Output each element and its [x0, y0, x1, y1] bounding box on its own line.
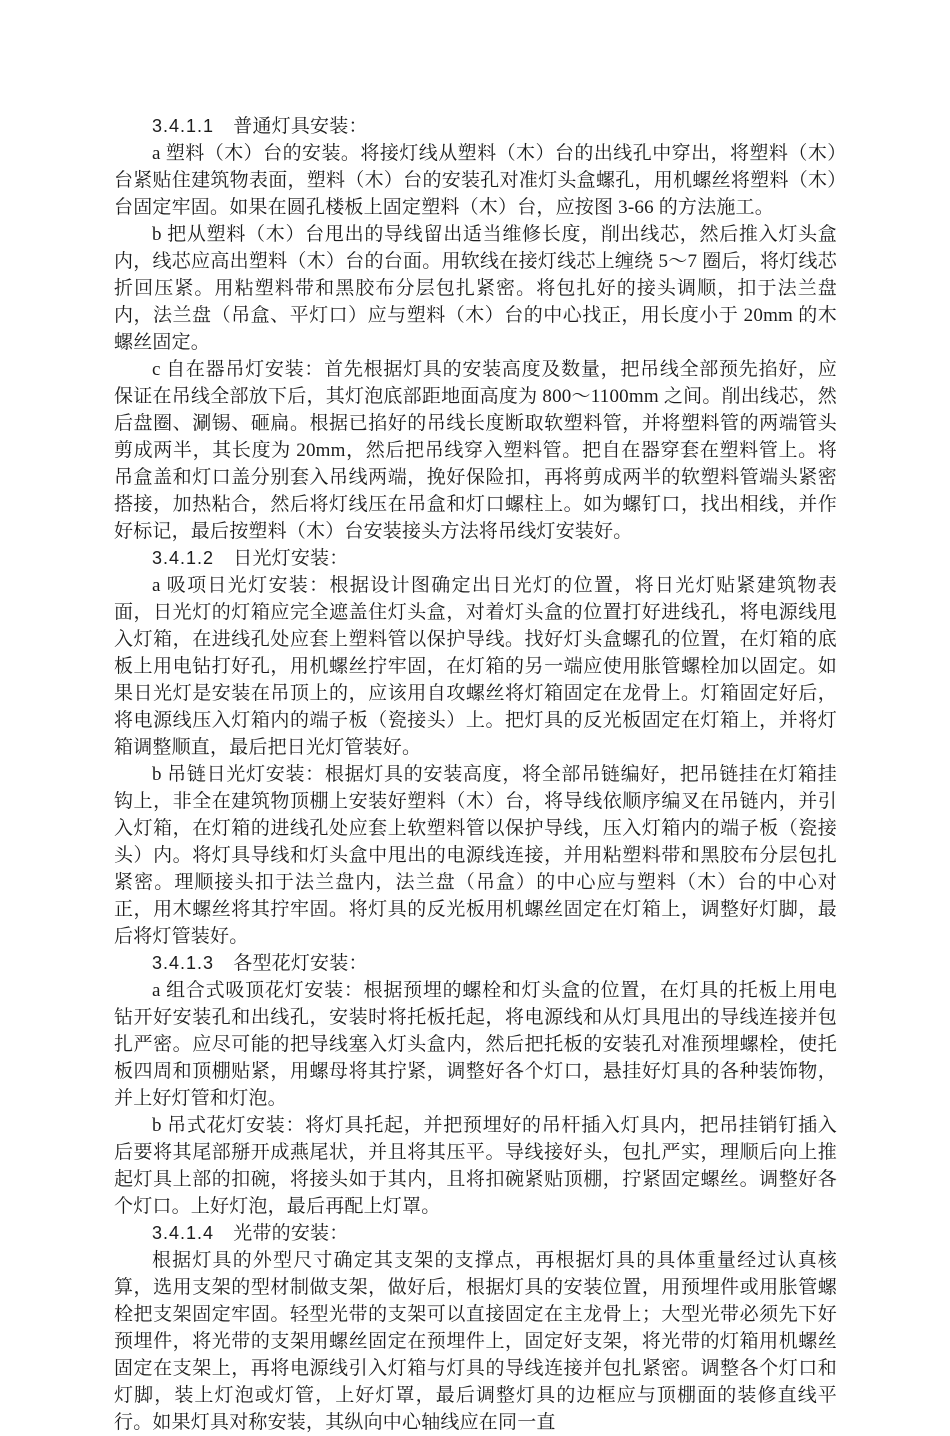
body-paragraph: 根据灯具的外型尺寸确定其支架的支撑点，再根据灯具的具体重量经过认真核算，选用支架的型材制做支架，做好后，根据灯具的安装位置，用预埋件或用胀管螺栓把支架固定牢固。轻型光带的支架可以直接固定在主龙骨上；大型光带必须先下好预埋件，将光带的支架用螺丝固定在预埋件上，固定好支架，将光带的灯箱用机螺丝固定在支架上，再将电源线引入灯箱与灯具的导线连接并包扎紧密。调整各个灯口和灯脚，装上灯泡或灯管，上好灯罩，最后调整灯具的边框应与顶棚面的装修直线平行。如果灯具对称安装，其纵向中心轴线应在同一直 [114, 1250, 837, 1433]
section-heading [114, 545, 837, 572]
body-paragraph: b 吊链日光灯安装：根据灯具的安装高度，将全部吊链编好，把吊链挂在灯箱挂钩上，非全在建筑物顶棚上安装好塑料（木）台，将导线依顺序编叉在吊链内，并引入灯箱，在灯箱的进线孔处应套上软塑料管以保护导线，压入灯箱内的端子板（瓷接头）内。将灯具导线和灯头盒中甩出的电源线连接，并用粘塑料带和黑胶布分层包扎紧密。理顺接头扣于法兰盘内，法兰盘（吊盒）的中心应与塑料（木）台的中心对正，用木螺丝将其拧牢固。将灯具的反光板用机螺丝固定在灯箱上，调整好灯脚，最后将灯管装好。 [114, 764, 837, 947]
section-number: 3.4.1.4 [152, 1223, 215, 1243]
body-paragraph: a 塑料（木）台的安装。将接灯线从塑料（木）台的出线孔中穿出，将塑料（木）台紧贴住建筑物表面，塑料（木）台的安装孔对准灯头盒螺孔，用机螺丝将塑料（木）台固定牢固。如果在圆孔楼板上固定塑料（木）台，应按图 3-66 的方法施工。 [114, 143, 837, 218]
section-title: 光带的安装： [233, 1223, 349, 1244]
section-number: 3.4.1.2 [152, 548, 215, 568]
section-title: 各型花灯安装： [233, 953, 368, 974]
section-heading [114, 950, 837, 977]
body-paragraph: a 组合式吸顶花灯安装：根据预埋的螺栓和灯头盒的位置，在灯具的托板上用电钻开好安装孔和出线孔，安装时将托板托起，将电源线和从灯具甩出的导线连接并包扎严密。应尽可能的把导线塞入灯头盒内，然后把托板的安装孔对准预埋螺栓，使托板四周和顶棚贴紧，用螺母将其拧紧，调整好各个灯口，悬挂好灯具的各种装饰物，并上好灯管和灯泡。 [114, 980, 837, 1109]
section-heading [114, 113, 837, 140]
section-title: 日光灯安装： [233, 548, 349, 569]
section-title: 普通灯具安装： [233, 116, 368, 137]
body-paragraph: b 把从塑料（木）台甩出的导线留出适当维修长度，削出线芯，然后推入灯头盒内，线芯应高出塑料（木）台的台面。用软线在接灯线芯上缠绕 5～7 圈后，将灯线芯折回压紧。用粘塑料带和黑胶布分层包扎紧密。将包扎好的接头调顺，扣于法兰盘内，法兰盘（吊盒、平灯口）应与塑料（木）台的中心找正，用长度小于 20mm 的木螺丝固定。 [114, 224, 837, 353]
section-number: 3.4.1.1 [152, 116, 215, 136]
section-number: 3.4.1.3 [152, 953, 215, 973]
document-content [114, 113, 837, 1436]
section-heading [114, 1220, 837, 1247]
body-paragraph: a 吸项日光灯安装：根据设计图确定出日光灯的位置，将日光灯贴紧建筑物表面，日光灯的灯箱应完全遮盖住灯头盒，对着灯头盒的位置打好进线孔，将电源线甩入灯箱，在进线孔处应套上塑料管以保护导线。找好灯头盒螺孔的位置，在灯箱的底板上用电钻打好孔，用机螺丝拧牢固，在灯箱的另一端应使用胀管螺栓加以固定。如果日光灯是安装在吊顶上的，应该用自攻螺丝将灯箱固定在龙骨上。灯箱固定好后，将电源线压入灯箱内的端子板（瓷接头）上。把灯具的反光板固定在灯箱上，并将灯箱调整顺直，最后把日光灯管装好。 [114, 575, 837, 758]
body-paragraph: b 吊式花灯安装：将灯具托起，并把预埋好的吊杆插入灯具内，把吊挂销钉插入后要将其尾部掰开成燕尾状，并且将其压平。导线接好头，包扎严实，理顺后向上推起灯具上部的扣碗，将接头如于其内，且将扣碗紧贴顶棚，拧紧固定螺丝。调整好各个灯口。上好灯泡，最后再配上灯罩。 [114, 1115, 837, 1217]
body-paragraph: c 自在器吊灯安装：首先根据灯具的安装高度及数量，把吊线全部预先掐好，应保证在吊线全部放下后，其灯泡底部距地面高度为 800～1100mm 之间。削出线芯，然后盘圈、涮锡、砸扁。根据已掐好的吊线长度断取软塑料管，并将塑料管的两端管头剪成两半，其长度为 20mm，然后把吊线穿入塑料管。把自在器穿套在塑料管上。将吊盒盖和灯口盖分别套入吊线两端，挽好保险扣，再将剪成两半的软塑料管端头紧密搭接，加热粘合，然后将灯线压在吊盒和灯口螺柱上。如为螺钉口，找出相线，并作好标记，最后按塑料（木）台安装接头方法将吊线灯安装好。 [114, 359, 837, 542]
